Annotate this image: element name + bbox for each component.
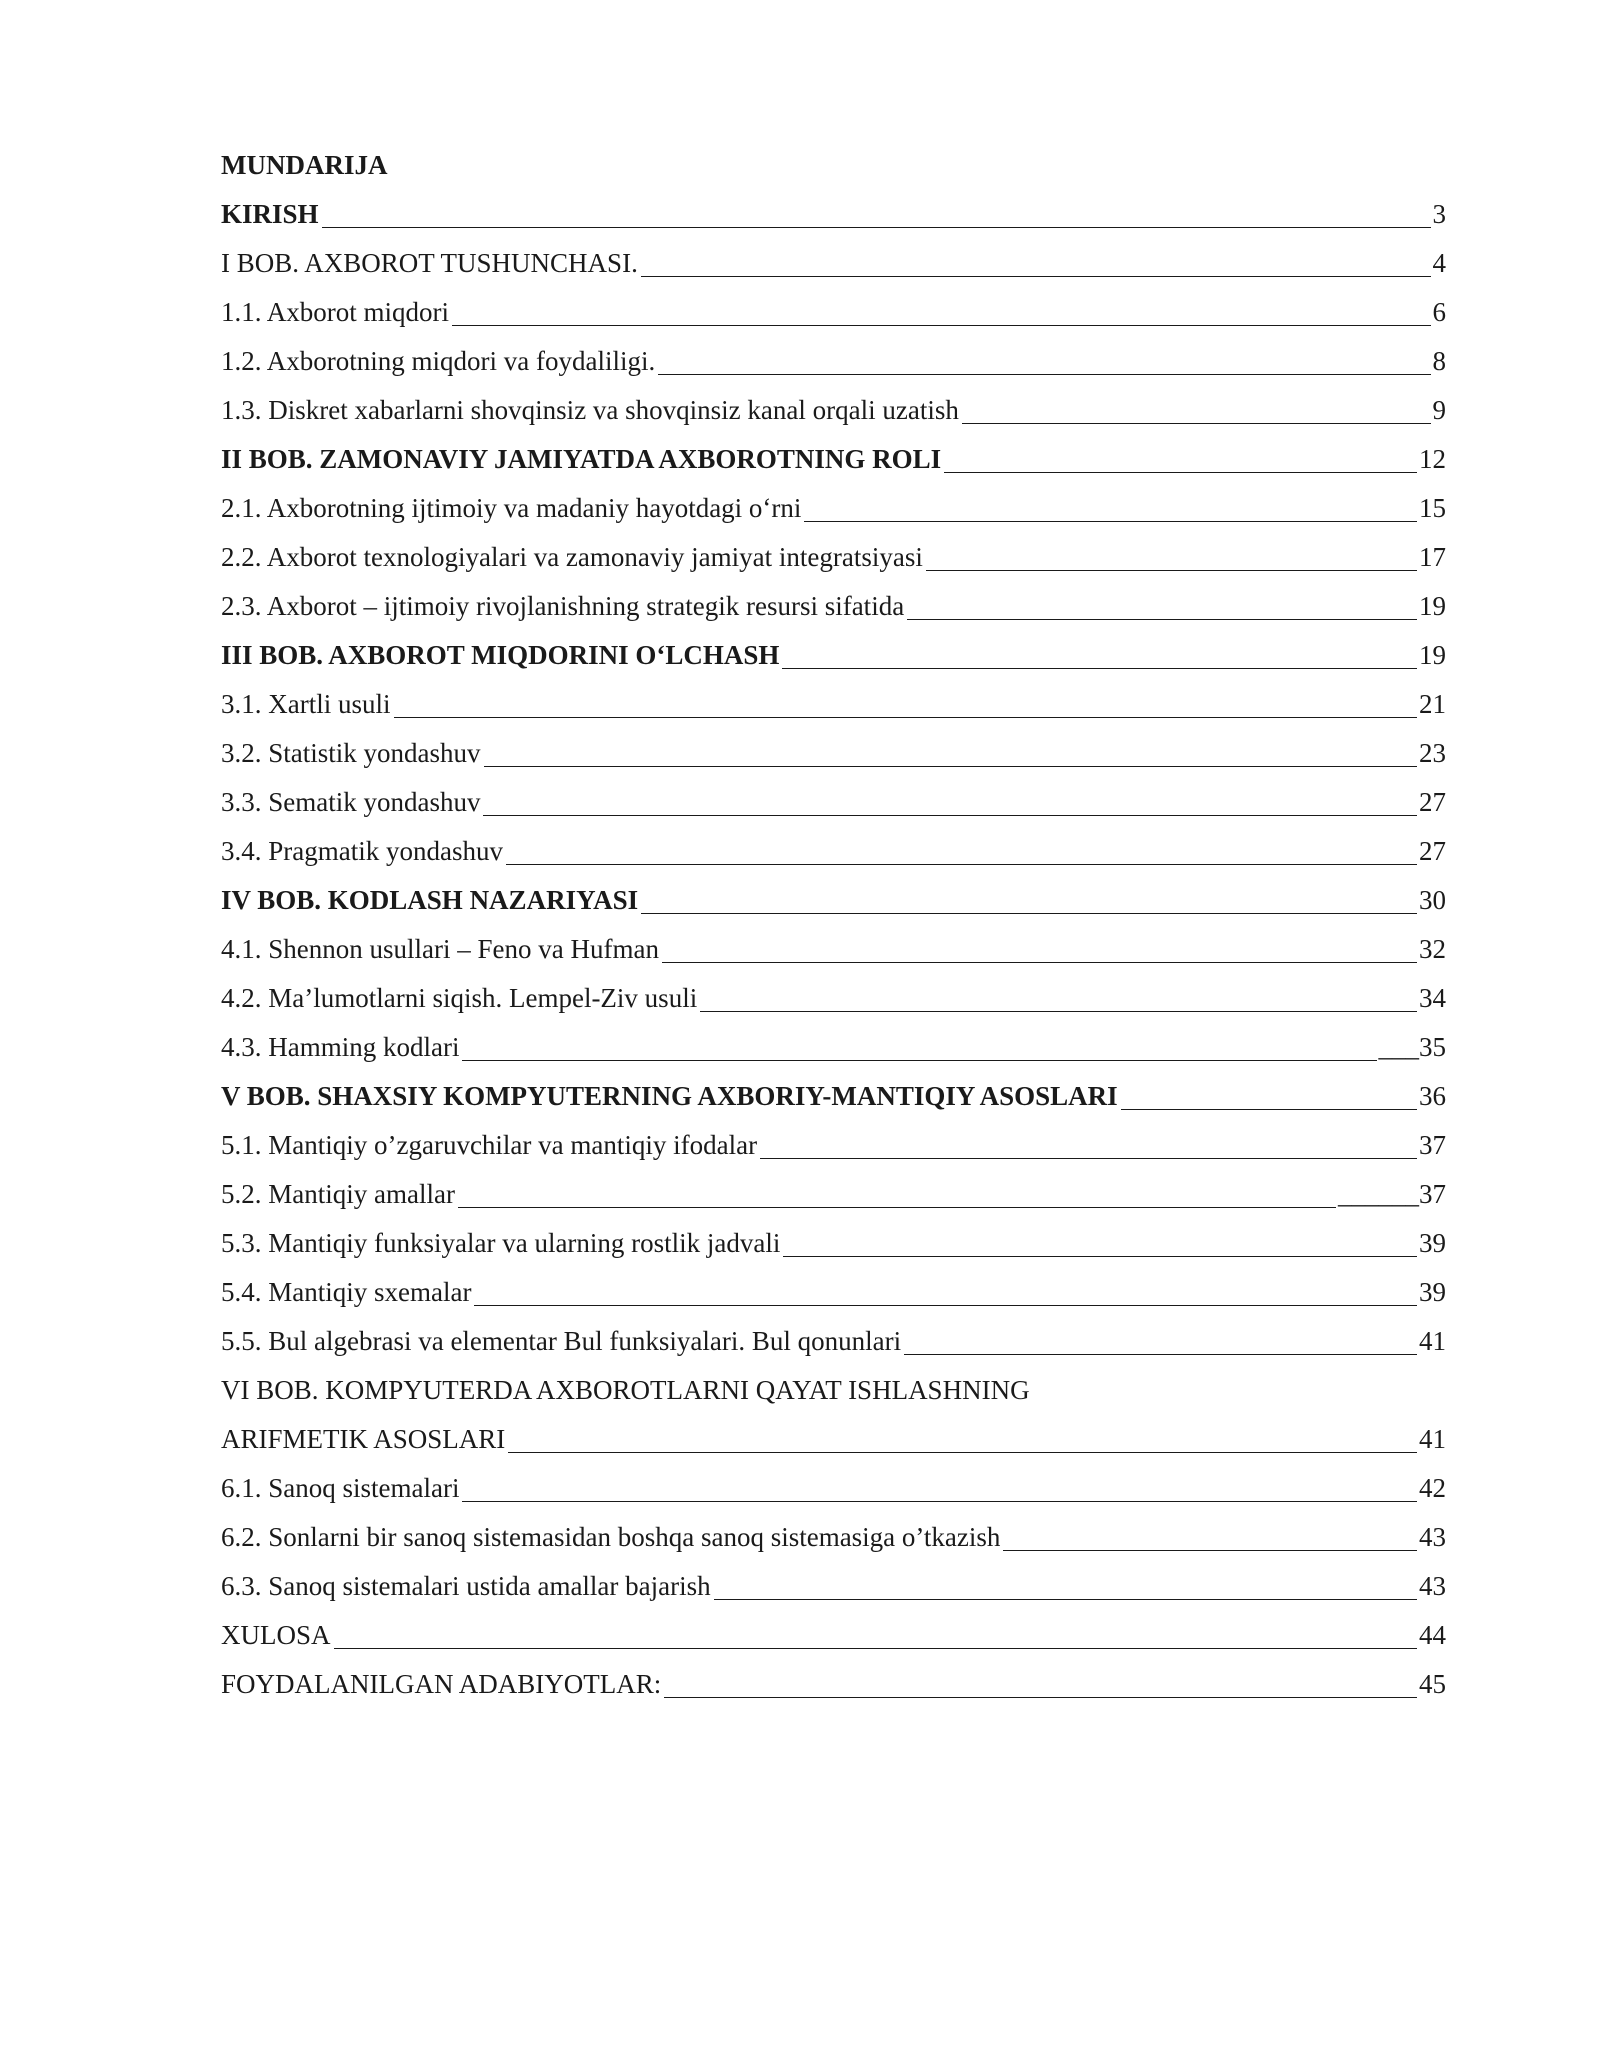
toc-leader-line: [782, 668, 1417, 669]
toc-entry-title: 2.3. Axborot – ijtimoiy rivojlanishning strategik resursi sifatida: [221, 591, 905, 621]
toc-entry: [221, 337, 1446, 386]
toc-entry-title: I BOB. AXBOROT TUSHUNCHASI.: [221, 248, 638, 278]
toc-leader-line: [658, 374, 1430, 375]
toc-entry-title: 3.4. Pragmatik yondashuv: [221, 836, 503, 866]
toc-entry-page: 12: [1419, 444, 1446, 474]
toc-entry-page: 15: [1419, 493, 1446, 523]
toc-entry-title: 1.1. Axborot miqdori: [221, 297, 449, 327]
toc-entry-title: 2.1. Axborotning ijtimoiy va madaniy hayotdagi o‘rni: [221, 493, 802, 523]
toc-entry: [221, 1023, 1446, 1072]
toc-entry: [221, 778, 1446, 827]
toc-entry-title: 3.1. Xartli usuli: [221, 689, 391, 719]
toc-entry-page: 39: [1419, 1277, 1446, 1307]
toc-entry: [221, 239, 1446, 288]
toc-entry-page: 41: [1419, 1326, 1446, 1356]
toc-leader-line: [904, 1354, 1417, 1355]
toc-entry: [221, 386, 1446, 435]
toc-leader-line: [1003, 1550, 1417, 1551]
toc-entry-title: 6.2. Sonlarni bir sanoq sistemasidan boshqa sanoq sistemasiga o’tkazish: [221, 1522, 1001, 1552]
toc-leader-line: [474, 1305, 1417, 1306]
toc-entry-title: 3.3. Sematik yondashuv: [221, 787, 481, 817]
toc-entry-title: 6.3. Sanoq sistemalari ustida amallar bajarish: [221, 1571, 711, 1601]
toc-entry-title: XULOSA: [221, 1620, 331, 1650]
toc-leader-line: [322, 227, 1431, 228]
toc-entry-page: 21: [1419, 689, 1446, 719]
toc-entry: [221, 484, 1446, 533]
toc-entry-title: 3.2. Statistik yondashuv: [221, 738, 481, 768]
toc-entry-title: 1.2. Axborotning miqdori va foydaliligi.: [221, 346, 656, 376]
toc-entry-title: 5.3. Mantiqiy funksiyalar va ularning rostlik jadvali: [221, 1228, 781, 1258]
toc-entry-title: II BOB. ZAMONAVIY JAMIYATDA AXBOROTNING ROLI: [221, 444, 942, 474]
toc-entry-title: V BOB. SHAXSIY KOMPYUTERNING AXBORIY-MANTIQIY ASOSLARI: [221, 1081, 1118, 1111]
toc-entry: [221, 925, 1446, 974]
toc-entry: [221, 288, 1446, 337]
toc-entry: [221, 190, 1446, 239]
toc-entry-page: 8: [1432, 346, 1446, 376]
toc-leader-line: [664, 1697, 1417, 1698]
toc-leader-line: [962, 423, 1431, 424]
toc-entry-title: 4.2. Ma’lumotlarni siqish. Lempel-Ziv usuli: [221, 983, 698, 1013]
toc-entry: [221, 1121, 1446, 1170]
toc-entry-page: 36: [1419, 1081, 1446, 1111]
toc-entry-title: KIRISH: [221, 199, 319, 229]
toc-leader-line: [760, 1158, 1417, 1159]
toc-entry: [221, 729, 1446, 778]
toc-entry-page: 9: [1432, 395, 1446, 425]
toc-leader-line: [506, 864, 1417, 865]
toc-entry-title: 4.1. Shennon usullari – Feno va Hufman: [221, 934, 659, 964]
toc-entry-page: 45: [1419, 1669, 1446, 1699]
toc-entry-page: 4: [1432, 248, 1446, 278]
toc-entry: [221, 631, 1446, 680]
toc-entry: [221, 1268, 1446, 1317]
toc-entries: [221, 190, 1446, 1709]
toc-entry-page: 23: [1419, 738, 1446, 768]
toc-entry-title: 2.2. Axborot texnologiyalari va zamonaviy jamiyat integratsiyasi: [221, 542, 923, 572]
toc-entry: [221, 876, 1446, 925]
toc-entry-title: III BOB. AXBOROT MIQDORINI O‘LCHASH: [221, 640, 780, 670]
toc-entry: [221, 1366, 1446, 1415]
toc-entry-title: IV BOB. KODLASH NAZARIYASI: [221, 885, 639, 915]
toc-entry: [221, 1415, 1446, 1464]
toc-entry: [221, 974, 1446, 1023]
toc-entry-page: 41: [1419, 1424, 1446, 1454]
toc-entry: [221, 1513, 1446, 1562]
toc-leader-line: [641, 913, 1417, 914]
toc-entry: [221, 680, 1446, 729]
toc-leader-line: [662, 962, 1417, 963]
toc-entry-title: ARIFMETIK ASOSLARI: [221, 1424, 506, 1454]
toc-leader-line: [462, 1501, 1417, 1502]
toc-entry: [221, 827, 1446, 876]
toc-entry-title: 4.3. Hamming kodlari: [221, 1032, 460, 1062]
toc-entry-title: 6.1. Sanoq sistemalari: [221, 1473, 460, 1503]
toc-entry-page: 27: [1419, 787, 1446, 817]
toc-leader-line: [641, 276, 1431, 277]
toc-leader-line: [484, 766, 1417, 767]
toc-leader-line: [804, 521, 1417, 522]
toc-entry-page: 19: [1419, 640, 1446, 670]
toc-leader-line: [483, 815, 1417, 816]
toc-entry: [221, 1660, 1446, 1709]
toc-entry-page: 6: [1432, 297, 1446, 327]
toc-leader-line: [334, 1648, 1417, 1649]
toc-entry-page: 39: [1419, 1228, 1446, 1258]
toc-entry-page: 17: [1419, 542, 1446, 572]
toc-entry-title: 5.1. Mantiqiy o’zgaruvchilar va mantiqiy ifodalar: [221, 1130, 758, 1160]
toc-entry-page: 19: [1419, 591, 1446, 621]
toc-leader-line: [926, 570, 1417, 571]
toc-entry-page: 43: [1419, 1522, 1446, 1552]
toc-leader-line: [783, 1256, 1417, 1257]
toc-leader-line: [714, 1599, 1417, 1600]
toc-leader-line: [458, 1207, 1336, 1208]
toc-entry-title: 5.4. Mantiqiy sxemalar: [221, 1277, 472, 1307]
toc-entry-page: 43: [1419, 1571, 1446, 1601]
toc-entry-title: 5.5. Bul algebrasi va elementar Bul funksiyalari. Bul qonunlari: [221, 1326, 902, 1356]
toc-leader-line: [462, 1060, 1376, 1061]
toc-entry: [221, 435, 1446, 484]
toc-entry: [221, 582, 1446, 631]
toc-entry-page: 37: [1419, 1130, 1446, 1160]
toc-entry: [221, 1170, 1446, 1219]
toc-entry-page: 30: [1419, 885, 1446, 915]
toc-entry: [221, 1072, 1446, 1121]
toc-entry-title: VI BOB. KOMPYUTERDA AXBOROTLARNI QAYAT ISHLASHNING: [221, 1375, 1030, 1405]
toc-entry: [221, 1464, 1446, 1513]
toc-leader-line: [944, 472, 1417, 473]
toc-entry: [221, 1611, 1446, 1660]
toc-leader-line: [700, 1011, 1417, 1012]
toc-entry: [221, 533, 1446, 582]
toc-entry: [221, 1219, 1446, 1268]
toc-entry-page: 27: [1419, 836, 1446, 866]
toc-entry-page: 34: [1419, 983, 1446, 1013]
toc-entry-page: 3: [1432, 199, 1446, 229]
toc-entry-page: 42: [1419, 1473, 1446, 1503]
toc-entry-page: 44: [1419, 1620, 1446, 1650]
toc-leader-line: [508, 1452, 1417, 1453]
table-of-contents: [221, 141, 1446, 1709]
toc-leader-line: [907, 619, 1417, 620]
toc-leader-line: [394, 717, 1418, 718]
toc-entry-title: 5.2. Mantiqiy amallar: [221, 1179, 455, 1209]
toc-leader-line: [452, 325, 1431, 326]
toc-entry-title: FOYDALANILGAN ADABIYOTLAR:: [221, 1669, 662, 1699]
toc-entry-page: ___35: [1378, 1032, 1446, 1062]
toc-leader-line: [1121, 1109, 1417, 1110]
toc-entry-page: ______37: [1338, 1179, 1446, 1209]
toc-entry-title: 1.3. Diskret xabarlarni shovqinsiz va shovqinsiz kanal orqali uzatish: [221, 395, 959, 425]
toc-title: MUNDARIJA: [221, 150, 388, 180]
toc-entry: [221, 1317, 1446, 1366]
toc-entry: [221, 1562, 1446, 1611]
toc-entry-page: 32: [1419, 934, 1446, 964]
